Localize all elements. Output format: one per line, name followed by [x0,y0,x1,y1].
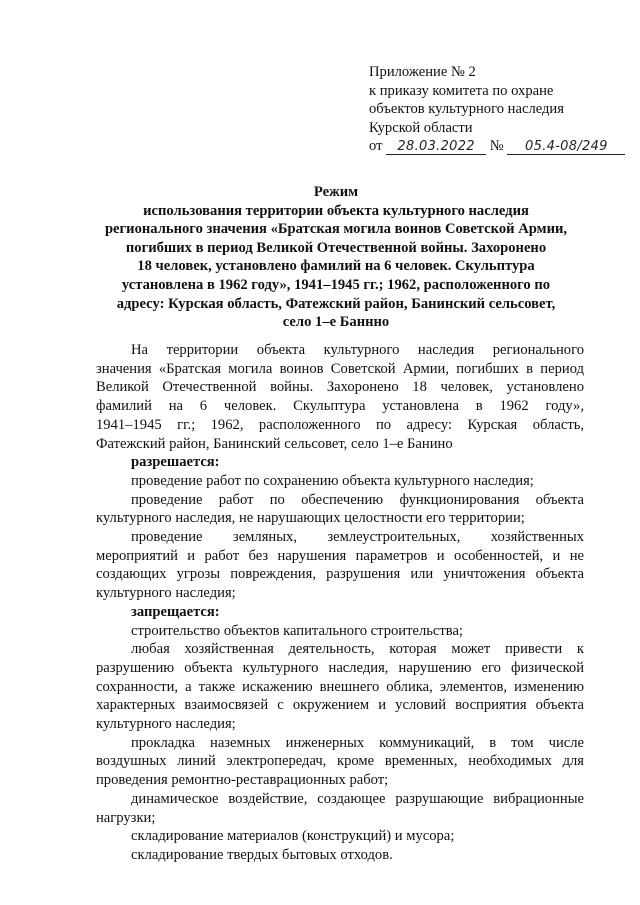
prohibited-item: сохранности, а также искажению внешнего облика, элементов, изменению [96,678,584,695]
intro-line: Фатежский район, Банинский сельсовет, село 1–е Банино [96,435,453,452]
allowed-heading: разрешается: [131,454,220,471]
intro-line: фамилий на 6 человек. Скульптура установлена в 1962 году», [96,398,584,415]
prohibited-item: строительство объектов капитального строительства; [131,622,463,639]
allowed-item: создающих угрозы повреждения, разрушения или уничтожения объекта [96,566,584,583]
prohibited-item: характерных взаимосвязей с окружением и условий восприятия объекта [96,697,584,714]
prohibited-item: складирование материалов (конструкций) и мусора; [131,828,455,845]
appendix-date-number-row [369,137,619,156]
allowed-item: проведение земляных, землеустроительных, хозяйственных [131,529,584,546]
prohibited-item: воздушных линий электропередач, кроме временных, необходимых для [96,753,584,770]
allowed-item: проведение работ по обеспечению функционирования объекта [131,491,584,508]
allowed-item: проведение работ по сохранению объекта культурного наследия; [131,472,534,489]
prohibited-item: прокладка наземных инженерных коммуникаций, в том числе [131,734,584,751]
intro-line: На территории объекта культурного наследия регионального [131,342,584,358]
prohibited-item: нагрузки; [96,809,156,826]
title-heading: Режим [313,184,359,200]
prohibited-item: проведения ремонтно-реставрационных работ; [96,772,389,789]
prohibited-item: культурного наследия; [96,716,236,733]
prohibited-item: складирование твердых бытовых отходов. [131,846,393,863]
title-line: регионального значения «Братская могила воинов Советской Армии, [104,221,568,238]
appendix-number: Приложение № 2 [369,64,476,80]
prohibited-heading: запрещается: [131,603,220,620]
number-label: № [489,138,504,154]
title-line: использования территории объекта культурного наследия [143,202,529,219]
from-label: от [369,138,383,154]
title-line: установлена в 1962 году», 1941–1945 гг.; 1962, расположенного по [121,276,551,293]
allowed-item: культурного наследия, не нарушающих целостности его территории; [96,510,525,527]
allowed-item: культурного наследия; [96,585,236,602]
prohibited-item: разрушению объекта культурного наследия, нарушению его физической [96,659,584,676]
title-line: погибших в период Великой Отечественной войны. Захоронено [125,239,547,256]
appendix-region-line: Курской области [369,119,473,136]
title-line: адресу: Курская область, Фатежский район, Банинский сельсовет, [116,295,556,312]
appendix-order-line: к приказу комитета по охране [369,82,554,99]
appendix-block [369,63,619,156]
prohibited-item: любая хозяйственная деятельность, которая может привести к [131,641,584,658]
title-line: село 1–е Баннно [282,314,390,331]
intro-line: 1941–1945 гг.; 1962, расположенного по адресу: Курская область, [96,416,584,433]
appendix-objects-line: объектов культурного наследия [369,101,564,117]
prohibited-item: динамическое воздействие, создающее разрушающие вибрационные [131,790,584,807]
title-line: 18 человек, установлено фамилий на 6 человек. Скульптура [137,258,535,275]
document-body [96,341,584,865]
intro-line: значения «Братская могила воинов Советской Армии, погибших в период [96,360,584,377]
handwritten-date: 28.03.2022 [386,139,486,155]
handwritten-number: 05.4-08/249 [507,139,625,155]
document-title [66,183,606,332]
allowed-item: мероприятий и работ без нарушения параметров и особенностей, и не [96,547,584,564]
intro-line: Великой Отечественной войны. Захоронено 18 человек, установлено [96,379,584,396]
